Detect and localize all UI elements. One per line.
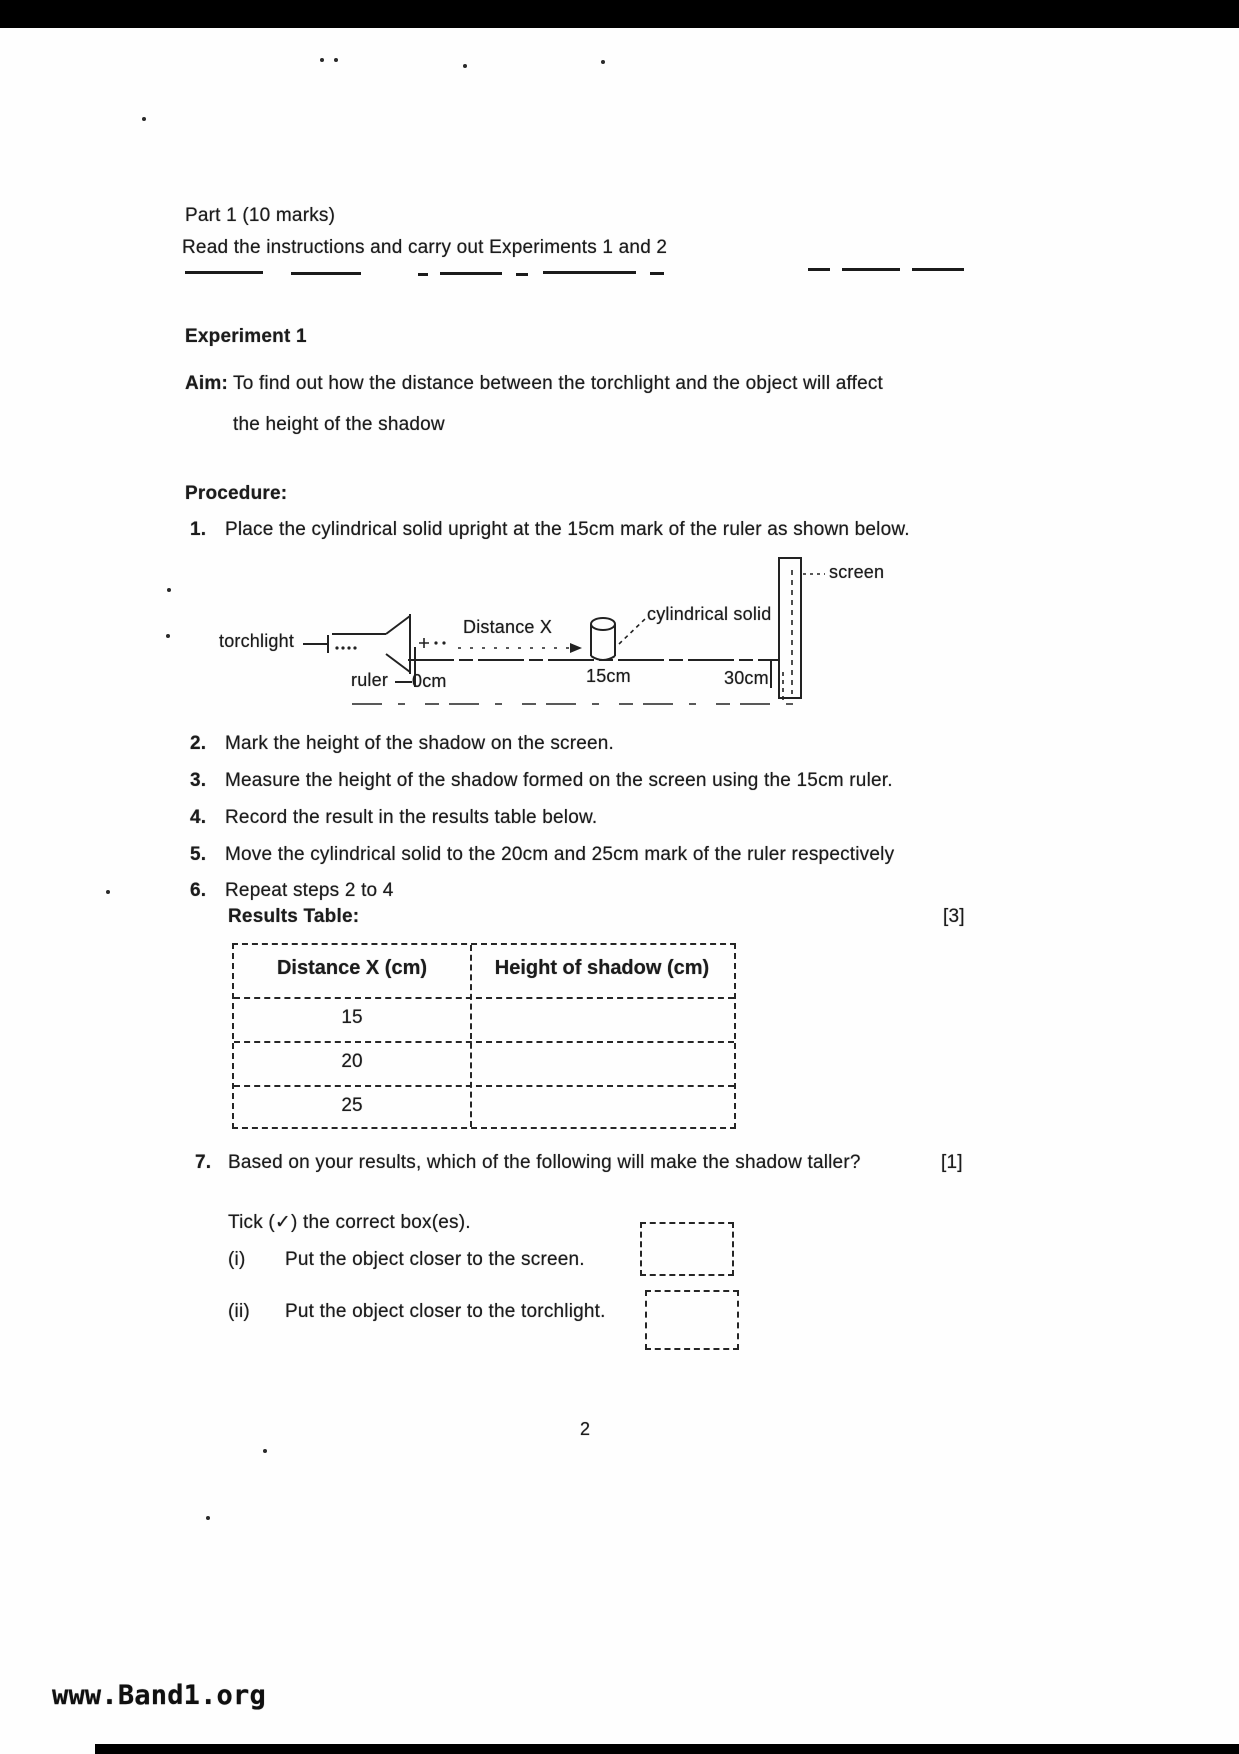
watermark: www.Band1.org (52, 1680, 266, 1711)
scan-noise (106, 890, 110, 894)
step-number: 2. (190, 733, 207, 754)
header-underline (291, 272, 361, 275)
page-number: 2 (580, 1419, 591, 1439)
header-underline (808, 268, 830, 271)
question-text: Based on your results, which of the following will make the shadow taller? (228, 1152, 861, 1173)
distance-x-arrowhead (570, 643, 582, 653)
torch-light-mark (442, 641, 445, 644)
thirty-mark-label: 30cm (724, 668, 769, 688)
option-label: (ii) (228, 1301, 250, 1322)
distance-cell: 25 (341, 1095, 363, 1116)
aim-text-line1: To find out how the distance between the torchlight and the object will affect (233, 373, 884, 394)
results-table-title: Results Table: (228, 906, 360, 927)
tick-box-option-ii[interactable] (645, 1290, 739, 1350)
scan-noise (320, 58, 324, 62)
step-number: 5. (190, 844, 207, 865)
scan-noise (601, 60, 605, 64)
torch-body (341, 646, 344, 649)
aim-label: Aim: (185, 373, 229, 394)
step-text: Place the cylindrical solid upright at the 15cm mark of the ruler as shown below. (225, 519, 910, 540)
scan-noise (206, 1516, 210, 1520)
step-text: Mark the height of the shadow on the screen. (225, 733, 615, 754)
fifteen-mark-label: 15cm (586, 666, 631, 686)
column-header-distance: Distance X (cm) (276, 957, 428, 979)
header-underline (185, 271, 263, 274)
distance-x-label: Distance X (463, 617, 553, 637)
header-underline (543, 271, 636, 274)
ruler-label: ruler (351, 670, 389, 690)
cylinder-label-pointer (619, 619, 645, 644)
step-number: 3. (190, 770, 207, 791)
torch-light-mark (419, 638, 429, 648)
option-label: (i) (228, 1249, 246, 1270)
header-underline (650, 272, 664, 275)
torchlight-label: torchlight (219, 631, 295, 651)
column-header-height: Height of shadow (cm) (494, 957, 710, 979)
table-row-line (234, 997, 734, 999)
table-row-line (234, 1041, 734, 1043)
scan-edge-bottom (95, 1744, 1239, 1754)
torch-light-mark (434, 641, 437, 644)
part-title: Part 1 (10 marks) (185, 205, 336, 226)
distance-cell: 15 (341, 1007, 363, 1028)
scan-noise (142, 117, 146, 121)
procedure-title: Procedure: (185, 483, 288, 504)
header-underline (440, 272, 502, 275)
tick-instruction: Tick (✓) the correct box(es). (228, 1212, 471, 1233)
results-table (232, 943, 736, 1129)
torch-body (347, 646, 350, 649)
torch-head (386, 614, 410, 674)
header-underline (842, 268, 900, 271)
option-text: Put the object closer to the torchlight. (285, 1301, 606, 1322)
screen-shape (779, 558, 801, 698)
instruction-line: Read the instructions and carry out Experiments 1 and 2 (182, 237, 668, 258)
header-underline (418, 273, 428, 276)
scan-edge-top (0, 0, 1239, 28)
aim-text-line2: the height of the shadow (233, 414, 445, 435)
scan-noise (263, 1449, 267, 1453)
step-text: Move the cylindrical solid to the 20cm and 25cm mark of the ruler respectively (225, 844, 895, 865)
torch-body (353, 646, 356, 649)
experiment-title: Experiment 1 (185, 326, 307, 347)
option-text: Put the object closer to the screen. (285, 1249, 585, 1270)
step-text: Record the result in the results table below. (225, 807, 598, 828)
step-text: Repeat steps 2 to 4 (225, 880, 394, 901)
step-number: 1. (190, 519, 207, 540)
torch-body (335, 646, 338, 649)
cylindrical-solid-label: cylindrical solid (647, 604, 772, 624)
header-underline (912, 268, 964, 271)
scan-noise (334, 58, 338, 62)
tick-box-option-i[interactable] (640, 1222, 734, 1276)
step-number: 6. (190, 880, 207, 901)
scan-noise (463, 64, 467, 68)
step-text: Measure the height of the shadow formed on the screen using the 15cm ruler. (225, 770, 893, 791)
header-underline (516, 273, 528, 276)
question-number: 7. (195, 1152, 212, 1173)
cylinder-top (591, 618, 615, 630)
step-number: 4. (190, 807, 207, 828)
distance-cell: 20 (341, 1051, 363, 1072)
question-marks: [1] (941, 1152, 963, 1173)
table-row-line (234, 1085, 734, 1087)
results-table-marks: [3] (943, 906, 965, 927)
zero-mark-label: 0cm (412, 671, 447, 691)
screen-label: screen (829, 562, 885, 582)
